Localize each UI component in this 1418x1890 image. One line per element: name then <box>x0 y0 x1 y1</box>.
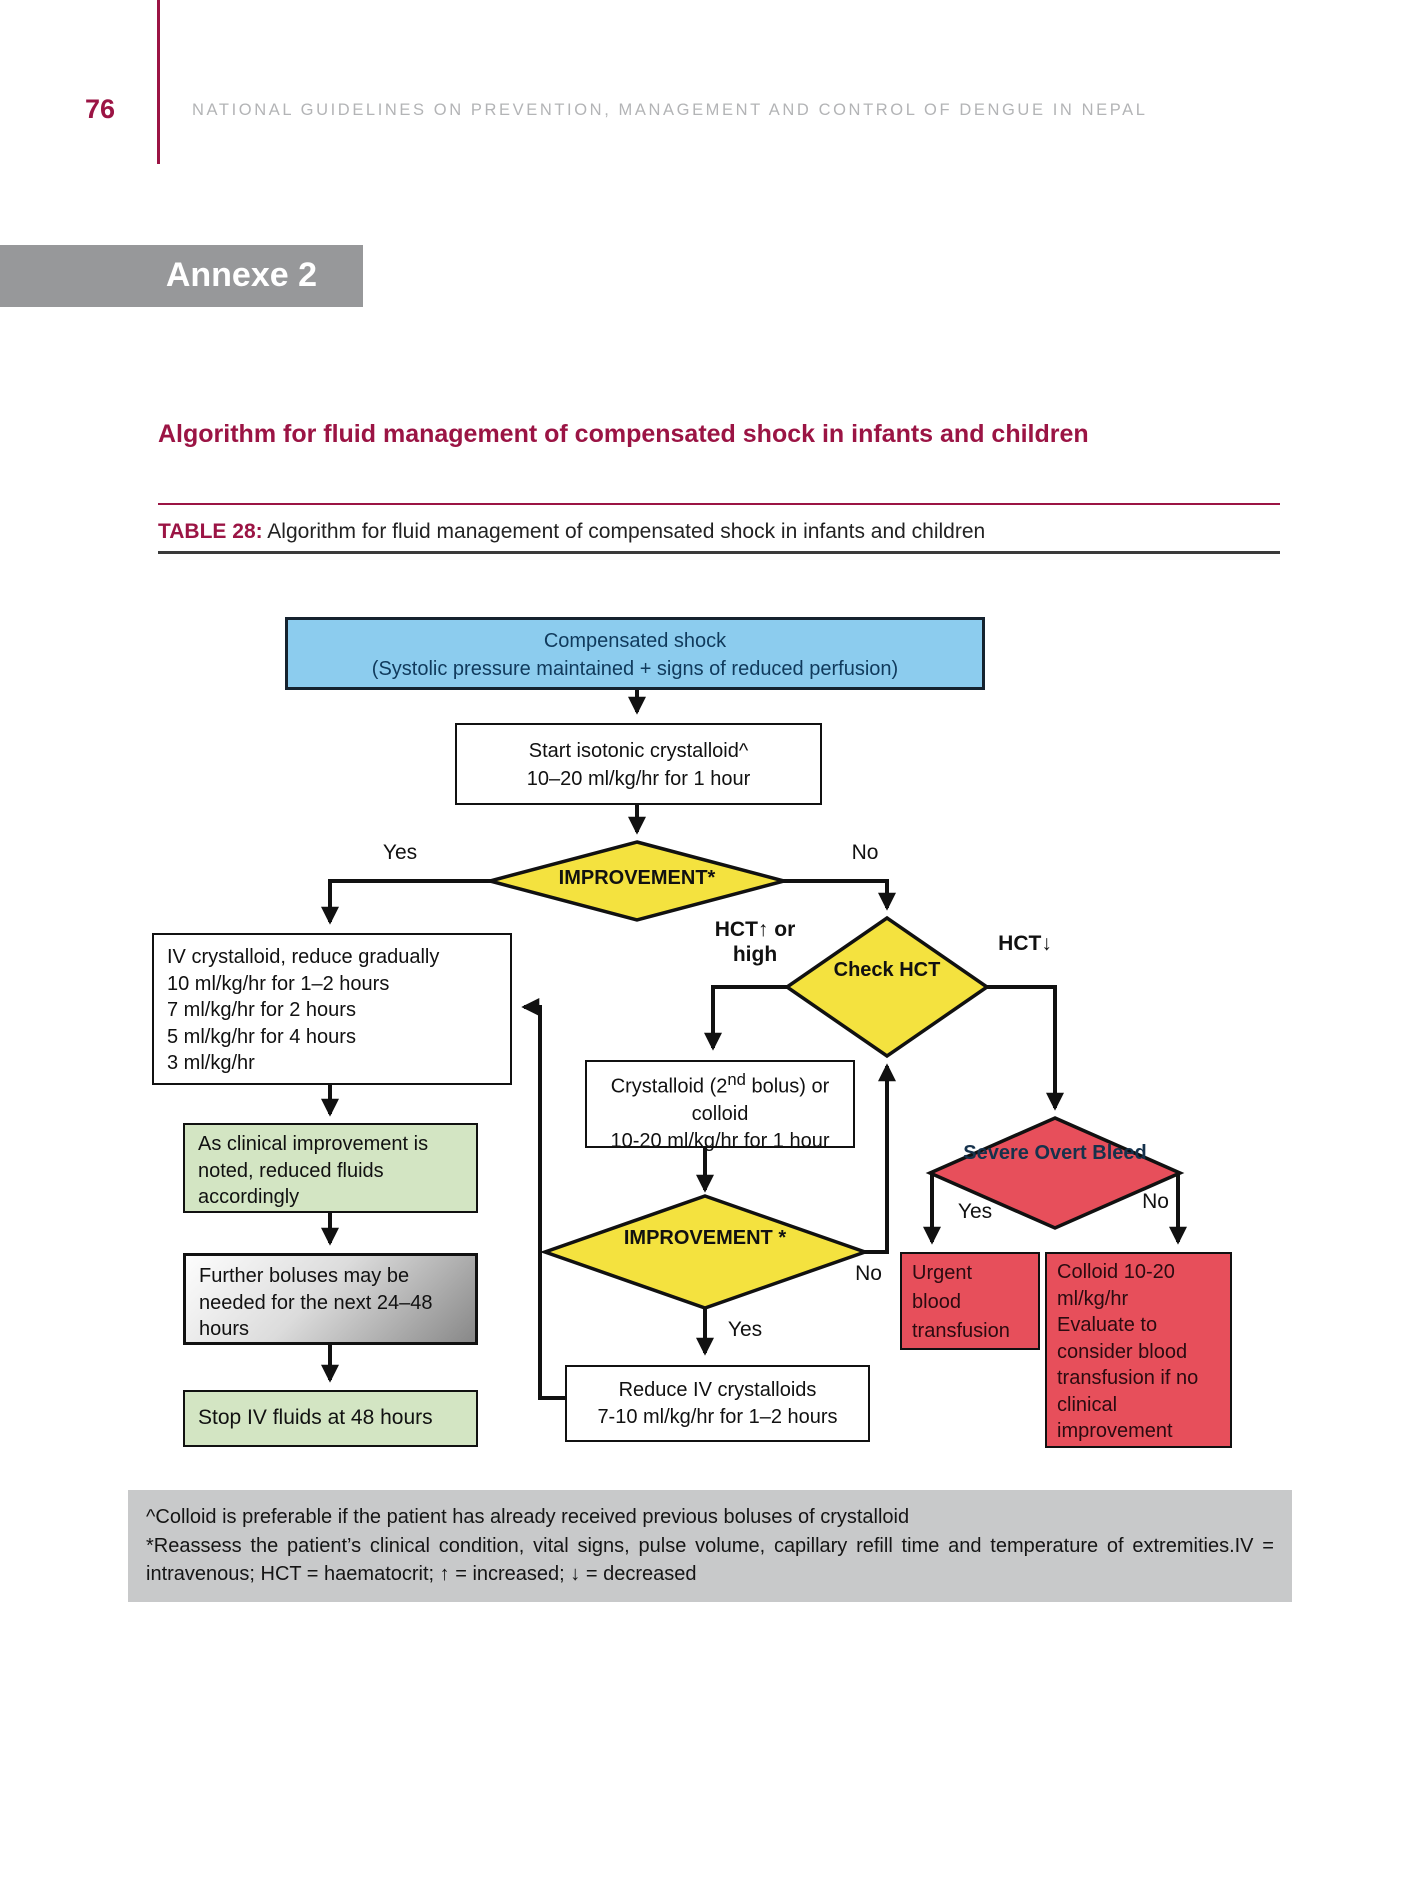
node-text: ml/kg/hr <box>1057 1287 1129 1310</box>
node-text: needed for the next 24–48 <box>199 1291 433 1314</box>
node-text: transfusion <box>912 1320 1010 1342</box>
node-text: improvement <box>1057 1420 1173 1442</box>
node-text: Severe Overt <box>963 1142 1087 1164</box>
node-text: noted, reduced fluids <box>198 1159 384 1182</box>
branch-label-yes-1: Yes <box>382 841 418 864</box>
connector-reduce-feedback-to-iv <box>524 1007 565 1398</box>
branch-label-no-1: No <box>851 841 879 864</box>
node-colloid-evaluate <box>1045 1252 1232 1448</box>
node-text: or high <box>732 918 796 966</box>
node-iv-crystalloid-taper <box>152 933 512 1085</box>
node-text: clinical <box>1057 1393 1118 1416</box>
table-caption-label: TABLE 28: <box>158 520 263 543</box>
footnote-line-1: ^Colloid is preferable if the patient has already received previous boluses of crystalloid <box>146 1506 910 1528</box>
node-reduce-iv-crystalloids <box>565 1365 870 1442</box>
branch-label-yes-2: Yes <box>727 1318 763 1341</box>
diamond-severe-bleed-label <box>930 1140 1180 1166</box>
node-text: Crystalloid (2nd bolus) or <box>610 1070 830 1098</box>
node-text: 7-10 ml/kg/hr for 1–2 hours <box>597 1406 838 1428</box>
node-text: 7 ml/kg/hr for 2 hours <box>167 999 356 1021</box>
node-text: Start isotonic crystalloid^ <box>528 740 749 762</box>
node-stop-iv-fluids <box>183 1390 478 1447</box>
node-crystalloid-2nd-bolus <box>585 1060 855 1152</box>
connector-no2-to-checkhct <box>863 1066 887 1252</box>
footnote-box <box>128 1490 1292 1602</box>
footnote-line-2: *Reassess the patient’s clinical condition, vital signs, pulse volume, capillary refill time and temperature of extremities.IV = intravenous; HCT = haematocrit; ↑ = increased; ↓ = decreased <box>146 1534 1274 1585</box>
branch-label-hct-up <box>690 917 820 967</box>
node-text: consider blood <box>1057 1340 1188 1363</box>
node-text: Evaluate to <box>1057 1314 1158 1336</box>
node-clinical-improvement <box>183 1123 478 1213</box>
node-text: (Systolic pressure maintained + signs of reduced perfusion) <box>371 658 899 680</box>
connector-yes1-to-iv <box>330 881 492 922</box>
page-header-text: NATIONAL GUIDELINES ON PREVENTION, MANAGEMENT AND CONTROL OF DENGUE IN NEPAL <box>192 101 1148 119</box>
node-text: Colloid 10-20 <box>1057 1261 1175 1283</box>
connector-hctup-to-crystalloid2 <box>713 987 789 1048</box>
node-text: HCT <box>899 959 941 981</box>
node-urgent-transfusion <box>900 1252 1040 1350</box>
node-text: Urgent <box>912 1262 973 1284</box>
annexe-banner: Annexe 2 <box>0 245 363 307</box>
node-text: Bleed <box>1092 1142 1147 1164</box>
node-text: IMPROVEMENT <box>623 1227 773 1249</box>
node-text: Stop IV fluids at 48 hours <box>198 1406 433 1429</box>
connector-hctdown-to-severebleed <box>985 987 1055 1108</box>
node-text: Further boluses may be <box>199 1265 410 1287</box>
branch-label-yes-3: Yes <box>957 1200 993 1223</box>
diamond-improvement-2 <box>545 1196 865 1308</box>
branch-label-hct-down: HCT↓ <box>998 932 1052 955</box>
diamond-improvement-1-label: IMPROVEMENT* <box>558 867 716 889</box>
node-text: Check <box>833 959 894 981</box>
node-text: 5 ml/kg/hr for 4 hours <box>167 1025 356 1048</box>
node-further-boluses <box>183 1253 478 1345</box>
node-text: HCT↑ <box>714 918 769 941</box>
node-compensated-shock <box>285 617 985 690</box>
node-start-crystalloid <box>455 723 822 805</box>
node-text: 3 ml/kg/hr <box>167 1052 255 1074</box>
node-text: hours <box>199 1318 250 1340</box>
node-text: As clinical improvement is <box>198 1133 429 1155</box>
table-caption-text: Algorithm for fluid management of compensated shock in infants and children <box>262 520 986 543</box>
node-text: 10-20 ml/kg/hr for 1 hour <box>610 1129 830 1152</box>
node-text: colloid <box>691 1102 749 1125</box>
node-text: 10–20 ml/kg/hr for 1 hour <box>526 768 751 790</box>
node-text: IV crystalloid, reduce gradually <box>167 946 440 968</box>
branch-label-no-2: No <box>855 1262 882 1285</box>
page-number: 76 <box>85 94 116 124</box>
connector-no1-to-checkhct <box>782 881 887 908</box>
diamond-improvement-2-label <box>545 1228 865 1249</box>
node-text: Compensated shock <box>543 630 727 652</box>
node-text: transfusion if no <box>1057 1367 1199 1389</box>
node-text: * <box>778 1227 787 1249</box>
node-text: Reduce IV crystalloids <box>618 1379 817 1401</box>
page-title: Algorithm for fluid management of compensated shock in infants and children <box>158 420 1089 448</box>
node-text: accordingly <box>198 1186 300 1208</box>
branch-label-no-3: No <box>1142 1190 1169 1213</box>
node-text: blood <box>912 1291 961 1313</box>
node-text: 10 ml/kg/hr for 1–2 hours <box>167 972 390 995</box>
